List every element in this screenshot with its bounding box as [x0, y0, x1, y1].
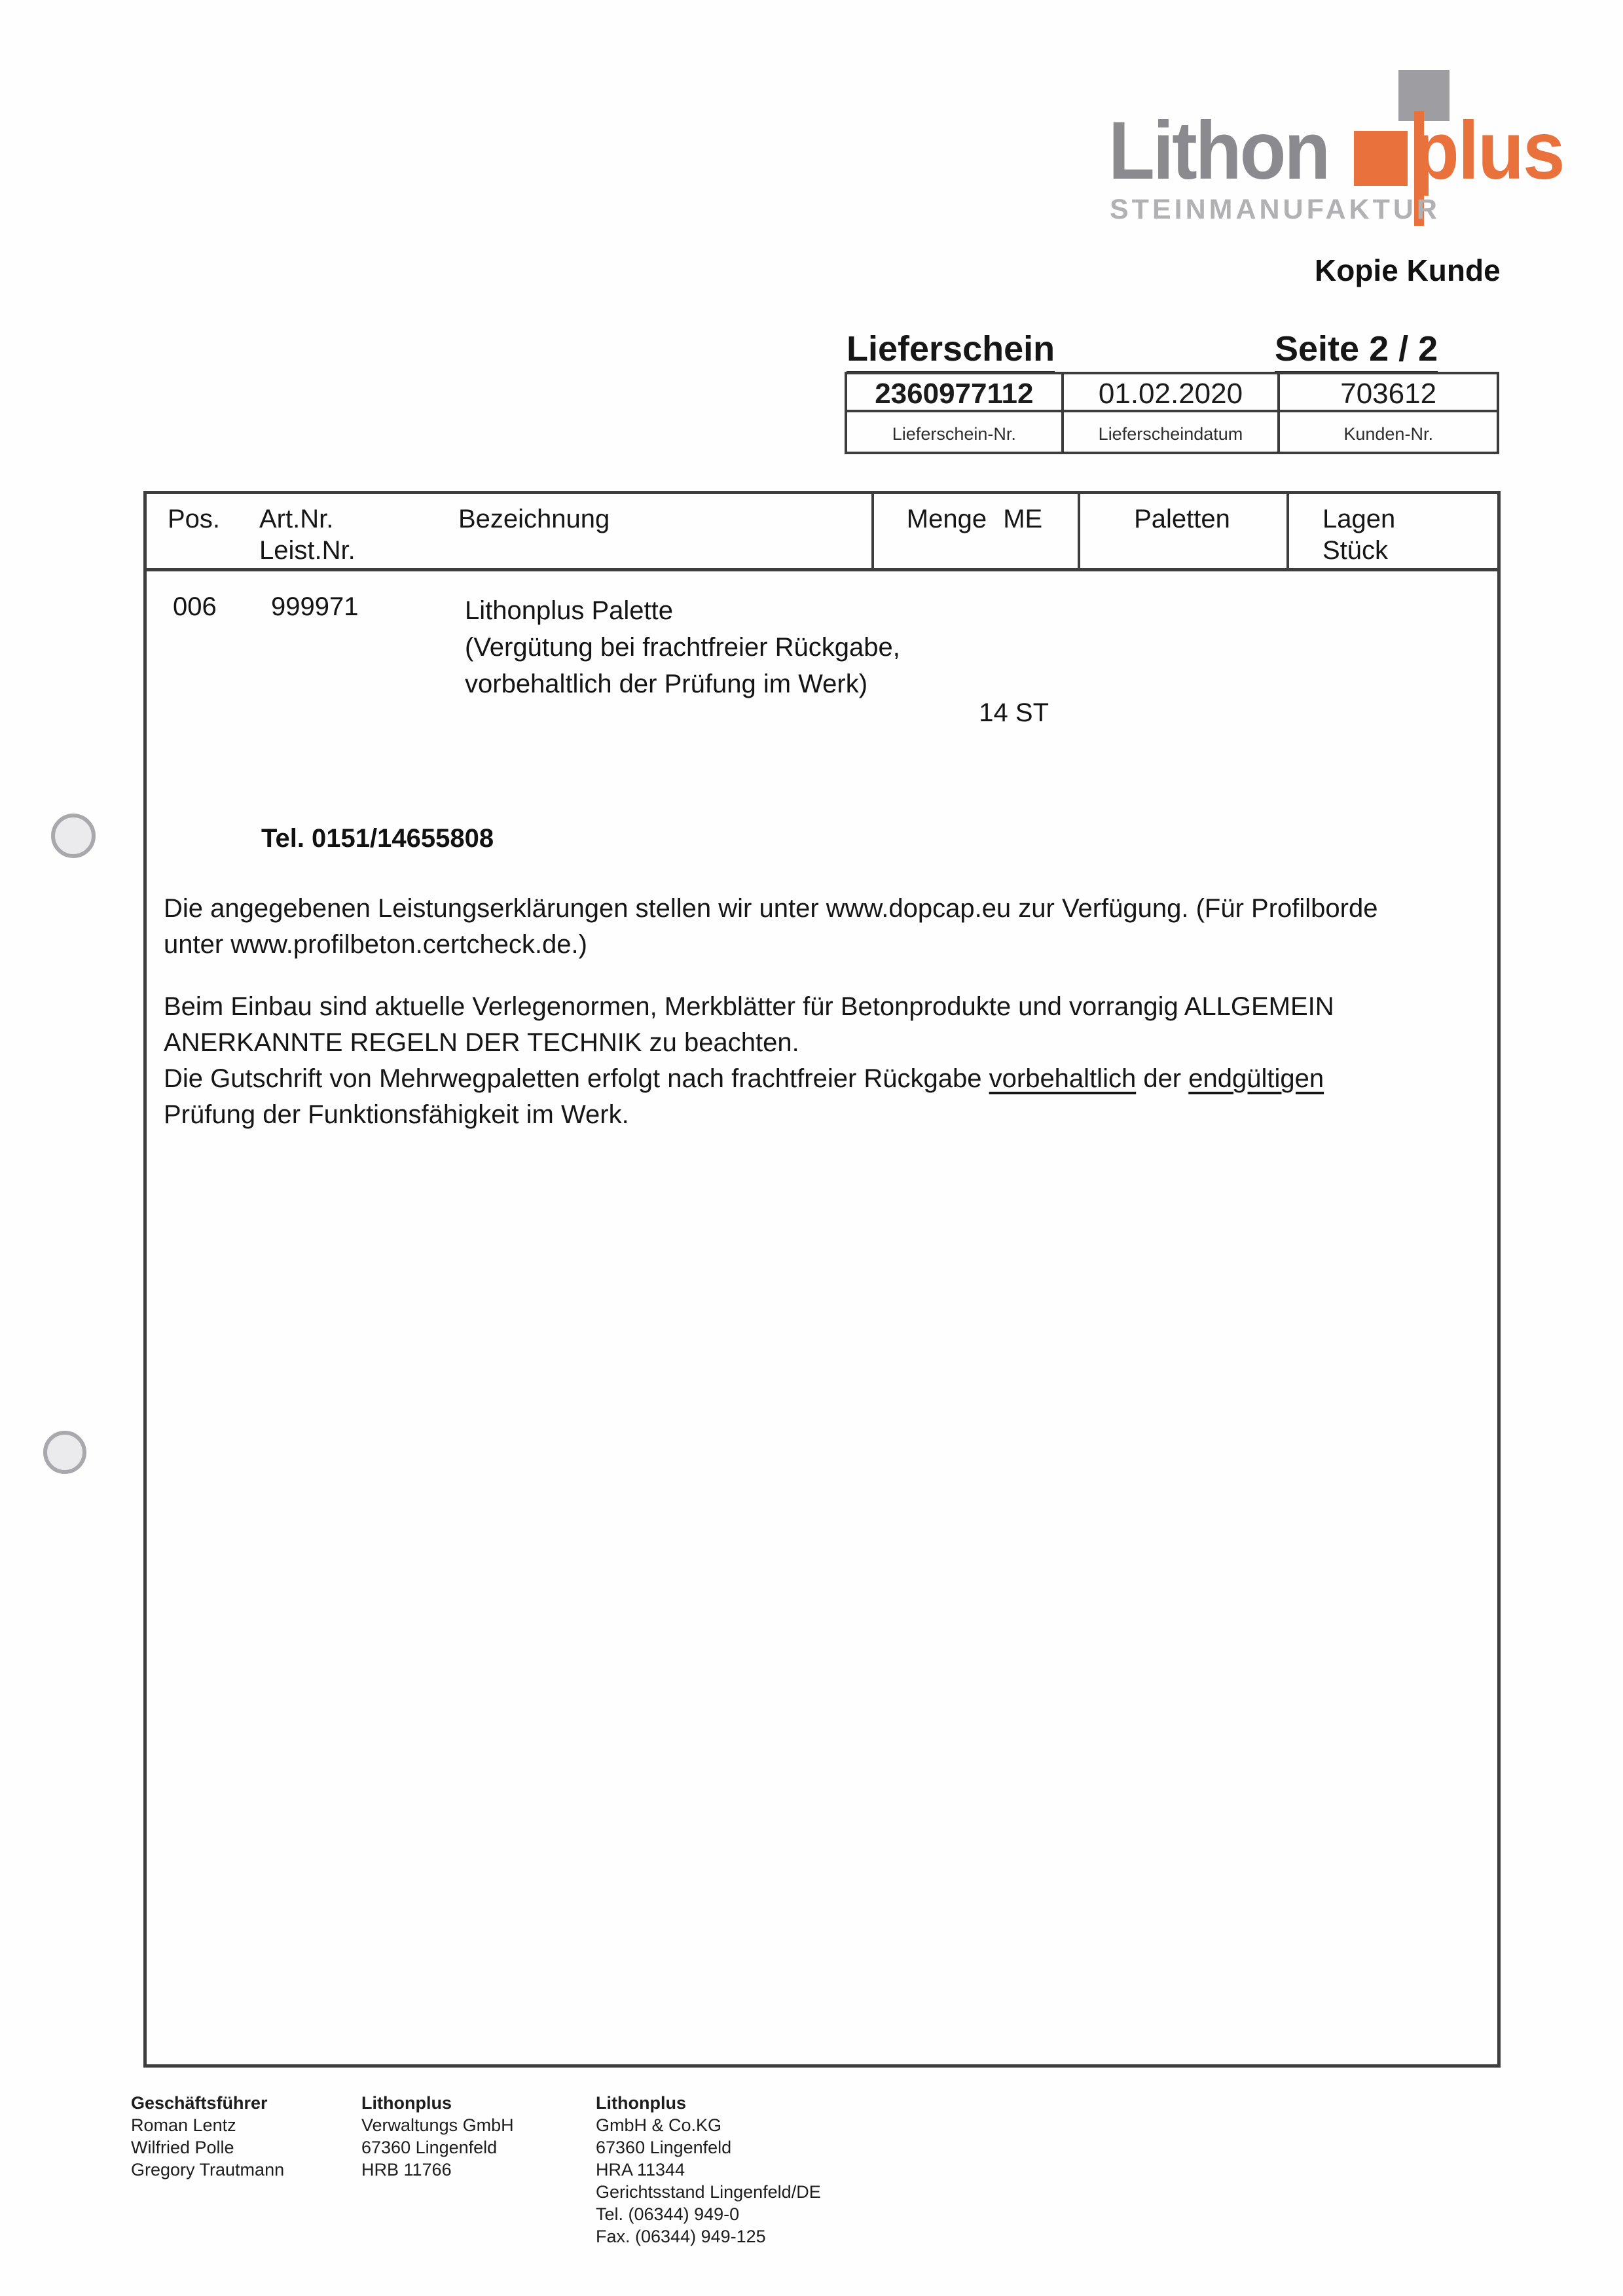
paragraph-line: [164, 1061, 1502, 1097]
item-description-line: vorbehaltlich der Prüfung im Werk): [465, 670, 868, 698]
footer-column-title: Geschäftsführer: [131, 2093, 268, 2113]
col-header-artnr: Art.Nr.: [259, 505, 334, 533]
footer-line: GmbH & Co.KG: [596, 2115, 722, 2135]
items-table: [143, 491, 1501, 2068]
delivery-note-date: 01.02.2020: [1064, 374, 1278, 412]
footer-line: Wilfried Polle: [131, 2138, 234, 2157]
item-description-line: Lithonplus Palette: [465, 596, 674, 625]
hole-punch-icon: [51, 814, 96, 858]
text-segment: Die Gutschrift von Mehrwegpaletten erfolgt nach frachtfreier Rückgabe: [164, 1064, 989, 1093]
info-cell-date: [1064, 374, 1281, 452]
paragraph-leistungserklaerungen: [164, 891, 1502, 963]
page-number-label: Seite 2 / 2: [1275, 329, 1438, 374]
item-description: [465, 592, 900, 702]
column-divider: [1286, 494, 1289, 568]
col-header-menge-me: Menge ME: [906, 505, 1043, 533]
delivery-note-number: 2360977112: [847, 374, 1061, 412]
delivery-note-number-label: Lieferschein-Nr.: [892, 424, 1016, 444]
footer-column-title: Lithonplus: [361, 2093, 452, 2113]
paragraph-line: ANERKANNTE REGELN DER TECHNIK zu beachten.: [164, 1028, 799, 1057]
logo-subtitle: STEINMANUFAKTUR: [1110, 194, 1440, 225]
paragraph-line: Beim Einbau sind aktuelle Verlegenormen, Merkblätter für Betonprodukte und vorrangig ALLGEMEIN: [164, 992, 1334, 1021]
logo-orange-square-icon: [1354, 131, 1408, 186]
col-header-lagen: Lagen: [1322, 505, 1396, 533]
footer-line: 67360 Lingenfeld: [596, 2138, 732, 2157]
footer-line: HRB 11766: [361, 2160, 452, 2179]
underlined-word: vorbehaltlich: [989, 1064, 1137, 1093]
delivery-note-date-label: Lieferscheindatum: [1098, 424, 1243, 444]
paragraph-einbau-gutschrift: [164, 989, 1502, 1133]
footer-line: 67360 Lingenfeld: [361, 2138, 498, 2157]
item-position: 006: [173, 592, 217, 621]
footer-line: Gregory Trautmann: [131, 2160, 285, 2179]
table-header-divider: [147, 568, 1497, 571]
underlined-word: endgültigen: [1188, 1064, 1324, 1093]
item-quantity: 14 ST: [979, 698, 1049, 727]
col-header-bezeichnung: Bezeichnung: [458, 505, 610, 533]
col-header-pos: Pos.: [168, 505, 221, 533]
footer-line: Verwaltungs GmbH: [361, 2115, 514, 2135]
paragraph-line: unter www.profilbeton.certcheck.de.): [164, 930, 587, 959]
footer-line: Fax. (06344) 949-125: [596, 2227, 766, 2246]
footer-line: Gerichtsstand Lingenfeld/DE: [596, 2182, 821, 2202]
col-header-leistnr: Leist.Nr.: [259, 536, 356, 565]
customer-number-label: Kunden-Nr.: [1343, 424, 1433, 444]
info-cell-number: [847, 374, 1064, 452]
footer-company-column: [596, 2092, 821, 2248]
footer-line: Roman Lentz: [131, 2115, 236, 2135]
info-cell-customer: [1280, 374, 1497, 452]
footer-line: HRA 11344: [596, 2160, 685, 2179]
copy-type-label: Kopie Kunde: [1315, 253, 1501, 287]
document-title: Lieferschein: [847, 329, 1055, 374]
footer-column-title: Lithonplus: [596, 2093, 686, 2113]
hole-punch-icon: [43, 1431, 86, 1474]
footer-management-column: [131, 2092, 284, 2181]
item-article-number: 999971: [271, 592, 359, 621]
logo-wordmark-plus: plus: [1413, 104, 1564, 196]
paragraph-line: Prüfung der Funktionsfähigkeit im Werk.: [164, 1100, 629, 1129]
customer-number: 703612: [1280, 374, 1497, 412]
col-header-paletten: Paletten: [1134, 505, 1230, 533]
footer-verwaltung-column: [361, 2092, 514, 2181]
footer-line: Tel. (06344) 949-0: [596, 2204, 740, 2224]
phone-number-line: Tel. 0151/14655808: [261, 824, 494, 853]
logo-wordmark-lithon: Lithon: [1108, 104, 1329, 196]
delivery-info-table: [845, 372, 1499, 454]
paragraph-line: Die angegebenen Leistungserklärungen stellen wir unter www.dopcap.eu zur Verfügung. (Für Profilborde: [164, 894, 1378, 923]
col-header-stueck: Stück: [1322, 536, 1389, 565]
item-description-line: (Vergütung bei frachtfreier Rückgabe,: [465, 633, 900, 662]
text-segment: der: [1136, 1064, 1189, 1093]
